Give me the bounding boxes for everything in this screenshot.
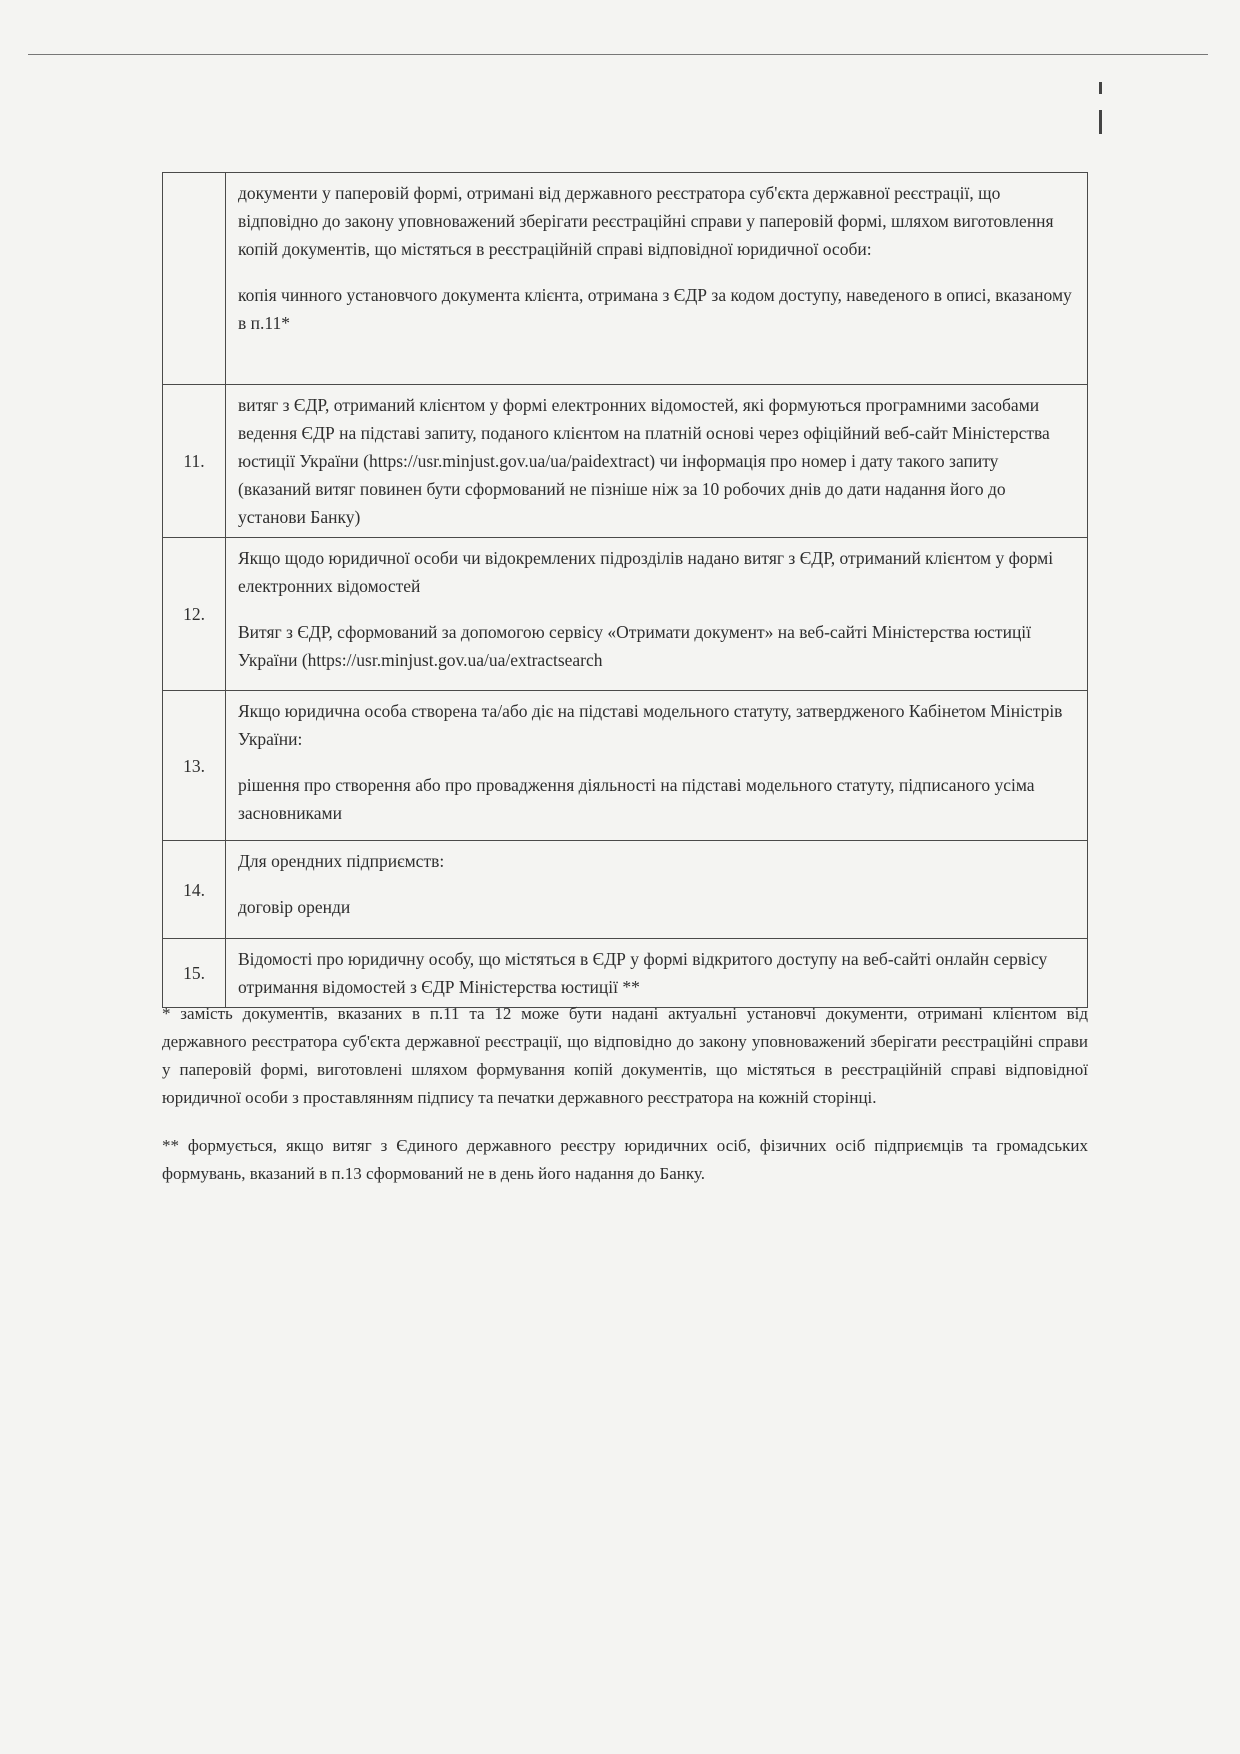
row-content [226, 691, 1088, 841]
margin-mark [1099, 82, 1102, 94]
row-content [226, 385, 1088, 538]
table-row [163, 538, 1088, 691]
row-number: 13. [163, 691, 226, 841]
row-number: 14. [163, 841, 226, 939]
row-content [226, 841, 1088, 939]
row-number: 11. [163, 385, 226, 538]
table-row [163, 841, 1088, 939]
top-rule [28, 54, 1208, 55]
row-content [226, 173, 1088, 385]
row-paragraph: Якщо юридична особа створена та/або діє на підставі модельного статуту, затвердженого Кабінетом Міністрів України: [238, 701, 1063, 749]
footnotes [162, 1000, 1088, 1208]
row-paragraph: Для орендних підприємств: [238, 851, 445, 871]
row-number: 12. [163, 538, 226, 691]
margin-mark [1099, 110, 1102, 134]
table-row [163, 939, 1088, 1008]
row-paragraph: договір оренди [238, 897, 351, 917]
row-paragraph: витяг з ЄДР, отриманий клієнтом у формі електронних відомостей, які формуються програмними засобами ведення ЄДР на підставі запиту, поданого клієнтом на платній основі через офіційний веб-сайт Міністерства юстиції України (https://usr.minjust.gov.ua/ua/paidextract) чи інформація про номер і дату такого запиту (вказаний витяг повинен бути сформований не пізніше ніж за 10 робочих днів до дати надання його до установи Банку) [238, 395, 1050, 527]
row-content [226, 538, 1088, 691]
row-paragraph: рішення про створення або про провадження діяльності на підставі модельного статуту, підписаного усіма засновниками [238, 775, 1035, 823]
footnote-asterisk: * замість документів, вказаних в п.11 та 12 може бути надані актуальні установчі документи, отримані клієнтом від державного реєстратора суб'єкта державної реєстрації, що відповідно до закону уповноважений зберігати реєстраційні справи у паперовій формі, виготовлені шляхом формування копій документів, що містяться в реєстраційній справі відповідної юридичної особи з проставлянням підпису та печатки державного реєстратора на кожній сторінці. [162, 1004, 1088, 1107]
row-paragraph: документи у паперовій формі, отримані від державного реєстратора суб'єкта державної реєстрації, що відповідно до закону уповноважений зберігати реєстраційні справи у паперовій формі, шляхом виготовлення копій документів, що містяться в реєстраційній справі відповідної юридичної особи: [238, 183, 1054, 259]
table-row [163, 691, 1088, 841]
row-paragraph: Витяг з ЄДР, сформований за допомогою сервісу «Отримати документ» на веб-сайті Міністерства юстиції України (https://usr.minjust.gov.ua/ua/extractsearch [238, 622, 1032, 670]
row-paragraph: копія чинного установчого документа клієнта, отримана з ЄДР за кодом доступу, наведеного в описі, вказаному в п.11* [238, 285, 1072, 333]
row-number: 15. [163, 939, 226, 1008]
row-paragraph: Відомості про юридичну особу, що містяться в ЄДР у формі відкритого доступу на веб-сайті онлайн сервісу отримання відомостей з ЄДР Міністерства юстиції ** [238, 949, 1048, 997]
footnote-double-asterisk: ** формується, якщо витяг з Єдиного державного реєстру юридичних осіб, фізичних осіб підприємців та громадських формувань, вказаний в п.13 сформований не в день його надання до Банку. [162, 1136, 1088, 1183]
table-row [163, 173, 1088, 385]
table-row [163, 385, 1088, 538]
row-paragraph: Якщо щодо юридичної особи чи відокремлених підрозділів надано витяг з ЄДР, отриманий клієнтом у формі електронних відомостей [238, 548, 1054, 596]
row-content [226, 939, 1088, 1008]
row-number [163, 173, 226, 385]
requirements-table [162, 172, 1088, 1008]
